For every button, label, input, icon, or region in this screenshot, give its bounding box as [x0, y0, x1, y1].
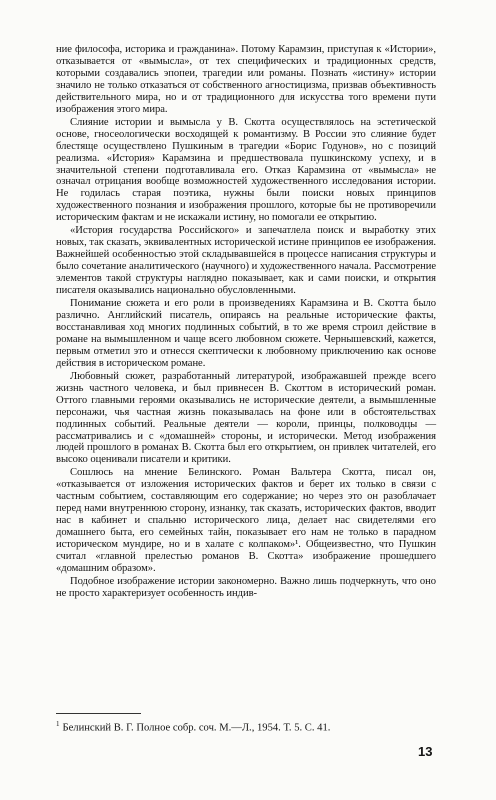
body-text: [56, 44, 436, 601]
paragraph: Понимание сюжета и его роли в произведениях Карамзина и В. Скотта было различно. Английский писатель, опираясь на реальные исторические факты, восстанавливая ход многих подлинных событий, в то же время строил действие в романе на вымышленном и чаще всего любовном сюжете. Чернышевский, кажется, первым отметил это и отнесся скептически к любовному приключению как основе действия в историческом романе.: [56, 298, 436, 369]
paragraph: «История государства Российского» и запечатлела поиск и выработку этих новых, так сказать, эквивалентных исторической истине принципов ее изображения. Важнейшей особенностью этой складывавшейся в процессе написания структуры и было сочетание аналитического (научного) и художественного начала. Рассмотрение элементов такой структуры наглядно показывает, как и сами поиски, и открытия писателя оказывались национально обусловленными.: [56, 225, 436, 297]
footnote-mark: 1: [56, 720, 60, 728]
paragraph: Подобное изображение истории закономерно. Важно лишь подчеркнуть, что оно не просто характеризует особенность индив-: [56, 575, 436, 599]
footnote: [56, 718, 436, 735]
footnote-divider: [56, 713, 141, 714]
page-number: 13: [418, 744, 433, 759]
paragraph: Любовный сюжет, разработанный литературой, изображавшей прежде всего жизнь частного человека, и был привнесен В. Скоттом в исторический роман. Оттого главными героями оказывались не исторические деятели, а вымышленные персонажи, чья частная жизнь показывалась на фоне или в обстоятельствах подлинных событий. Реальные деятели — короли, принцы, полководцы — рассматривались и с «домашней» стороны, и исторически. Метод изображения людей прошлого в романах В. Скотта был его открытием, он привлек читателей, его высоко оценивали писатели и критики.: [56, 370, 436, 466]
paragraph: Сошлюсь на мнение Белинского. Роман Вальтера Скотта, писал он, «отказывается от изложения исторических фактов и берет их только в связи с частным событием, составляющим его содержание; но через это он разоблачает перед нами внутреннюю сторону, изнанку, так сказать, исторических фактов, вводит нас в кабинет и спальню исторического лица, делает нас свидетелями его домашнего быта, его семейных тайн, показывает его нам не только в парадном историческом мундире, но и в халате с колпаком»¹. Общеизвестно, что Пушкин считал «главной прелестью романов В. Скотта» изображение прошедшего «домашним образом».: [56, 467, 436, 574]
paragraph: ние философа, историка и гражданина». Потому Карамзин, приступая к «Истории», отказывается от «вымысла», от тех специфических и традиционных средств, которыми создавались эпопеи, трагедии или романы. Познать «истину» истории значило не только отказаться от собственного агностицизма, призвав объективность действительного мира, но и от традиционного для искусства того времени пути изображения этого мира.: [56, 44, 436, 115]
paragraph: Слияние истории и вымысла у В. Скотта осуществлялось на эстетической основе, гносеологически восходящей к романтизму. В России это слияние будет блестяще осуществлено Пушкиным в трагедии «Борис Годунов», но с позиций реализма. «История» Карамзина и предшествовала пушкинскому успеху, и в значительной степени подготавливала его. Отказ Карамзина от «вымысла» не означал отрицания вообще возможностей художественного исследования истории. Не годилась старая поэтика, нужны были поиски новых принципов художественного познания и изображения прошлого, которые бы не противоречили историческим фактам и не искажали истину, но помогали ее открытию.: [56, 116, 436, 224]
footnote-text: Белинский В. Г. Полное собр. соч. М.—Л., 1954. Т. 5. С. 41.: [62, 722, 331, 734]
